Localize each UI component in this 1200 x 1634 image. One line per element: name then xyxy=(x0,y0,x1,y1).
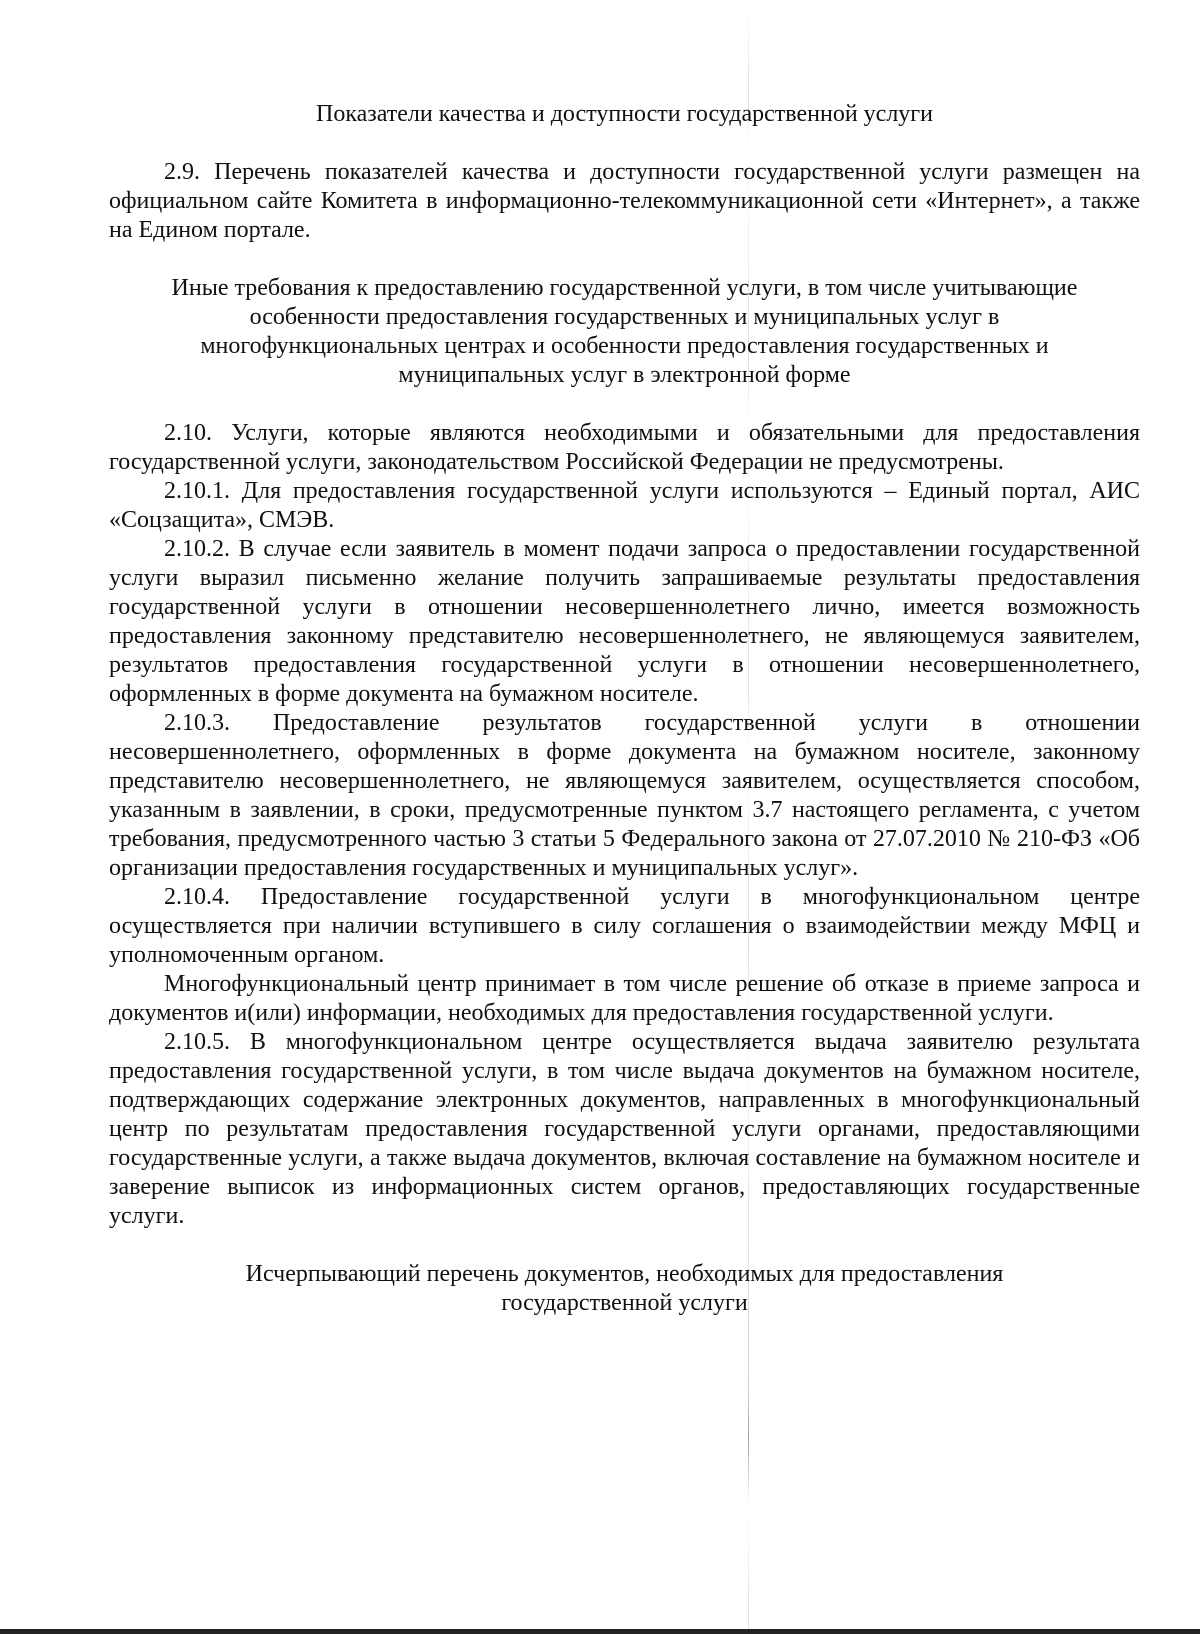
paragraph-2-9: 2.9. Перечень показателей качества и доступности государственной услуги размещен на официальном сайте Комитета в информационно-телекоммуникационной сети «Интернет», а также на Едином портале. xyxy=(109,159,1140,243)
paragraph-2-10-1: 2.10.1. Для предоставления государственной услуги используются – Единый портал, АИС «Соцзащита», СМЭВ. xyxy=(109,478,1140,533)
paragraph-2-10-2: 2.10.2. В случае если заявитель в момент подачи запроса о предоставлении государственной услуги выразил письменно желание получить запрашиваемые результаты предоставления государственной услуги в отношении несовершеннолетнего лично, имеется возможность предоставления законному представителю несовершеннолетнего, не являющемуся заявителем, результатов предоставления государственной услуги в отношении несовершеннолетнего, оформленных в форме документа на бумажном носителе. xyxy=(109,536,1140,707)
section-heading-quality: Показатели качества и доступности государственной услуги xyxy=(316,101,933,127)
paragraph-2-10-4: 2.10.4. Предоставление государственной услуги в многофункциональном центре осуществляется при наличии вступившего в силу соглашения о взаимодействии между МФЦ и уполномоченным органом. xyxy=(109,884,1140,968)
document-body xyxy=(109,100,1140,1318)
section-heading-documents-list: Исчерпывающий перечень документов, необходимых для предоставления государственной услуги xyxy=(245,1261,1004,1316)
paragraph-2-10-5: 2.10.5. В многофункциональном центре осуществляется выдача заявителю результата предоставления государственной услуги, в том числе выдача документов на бумажном носителе, подтверждающих содержание электронных документов, направленных в многофункциональный центр по результатам предоставления государственной услуги органами, предоставляющими государственные услуги, а также выдача документов, включая составление на бумажном носителе и заверение выписок из информационных систем органов, предоставляющих государственные услуги. xyxy=(109,1029,1140,1229)
scan-bottom-edge xyxy=(0,1629,1200,1634)
paragraph-2-10-3: 2.10.3. Предоставление результатов государственной услуги в отношении несовершеннолетнего, оформленных в форме документа на бумажном носителе, законному представителю несовершеннолетнего, не являющемуся заявителем, осуществляется способом, указанным в заявлении, в сроки, предусмотренные пунктом 3.7 настоящего регламента, с учетом требования, предусмотренного частью 3 статьи 5 Федерального закона от 27.07.2010 № 210-ФЗ «Об организации предоставления государственных и муниципальных услуг». xyxy=(109,710,1140,881)
section-heading-other-requirements: Иные требования к предоставлению государственной услуги, в том числе учитывающие особенности предоставления государственных и муниципальных услуг в многофункциональных центрах и особенности предоставления государственных и муниципальных услуг в электронной форме xyxy=(171,275,1078,388)
paragraph-mfc-refusal: Многофункциональный центр принимает в том числе решение об отказе в приеме запроса и документов и(или) информации, необходимых для предоставления государственной услуги. xyxy=(109,971,1140,1026)
paragraph-2-10: 2.10. Услуги, которые являются необходимыми и обязательными для предоставления государственной услуги, законодательством Российской Федерации не предусмотрены. xyxy=(109,420,1140,475)
